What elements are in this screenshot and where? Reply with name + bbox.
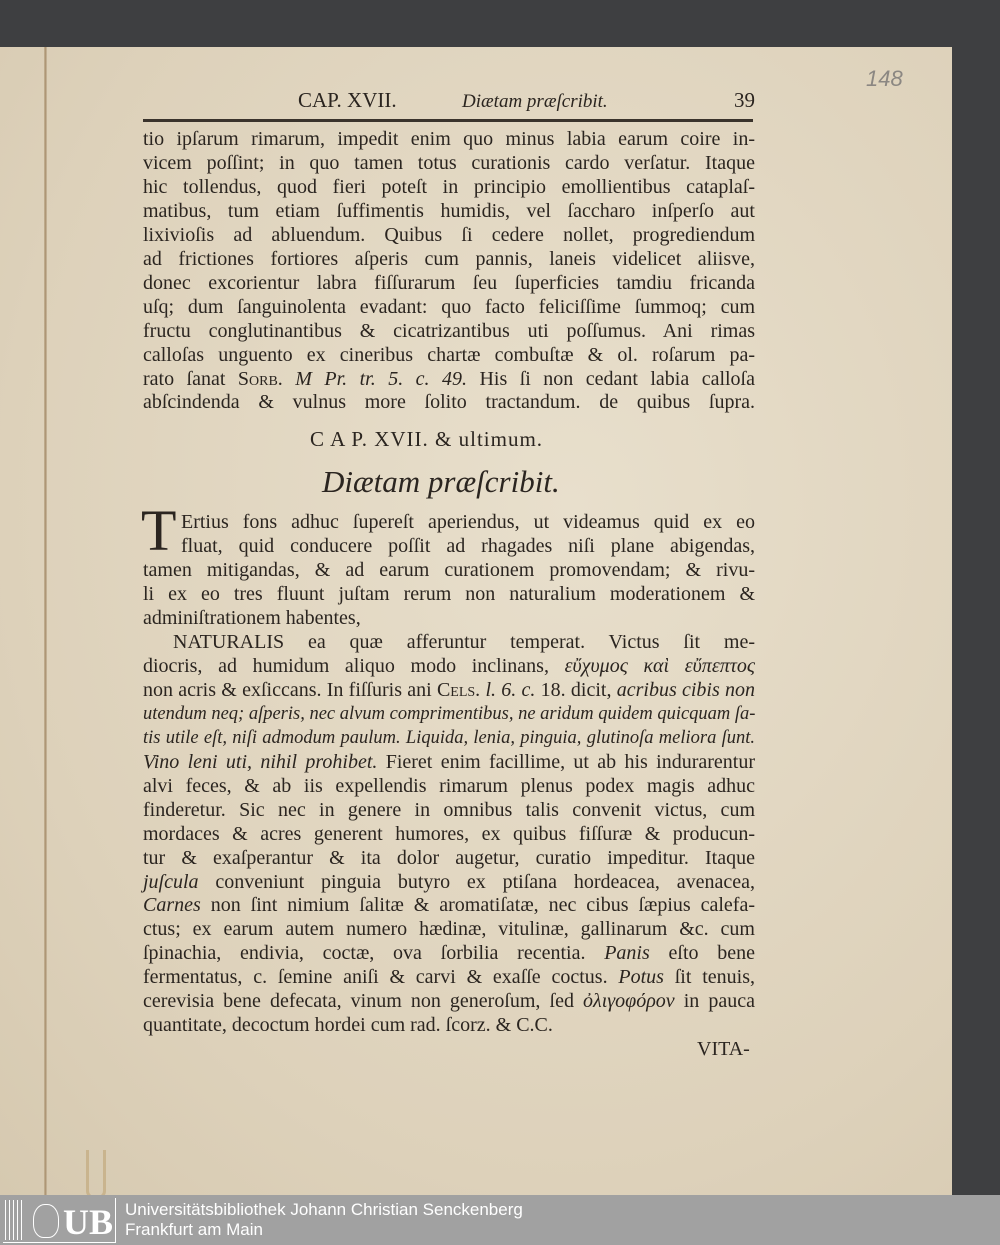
text-segment: in pauca: [674, 990, 756, 1013]
running-head-title: Diætam præſcribit.: [462, 91, 608, 112]
text-line: [143, 726, 755, 750]
text-segment: l. 6. c.: [485, 678, 536, 701]
text-line: [143, 127, 755, 151]
ub-logo: [3, 1198, 116, 1243]
text-segment: [283, 368, 295, 390]
text-segment: Potus: [618, 966, 664, 989]
text-line: [143, 822, 755, 846]
text-segment: alvi feces, & ab iis expellendis rimarum plenus podex magis adhuc: [143, 774, 755, 797]
text-segment: acribus cibis non: [616, 678, 756, 701]
drop-cap: T: [141, 498, 177, 563]
text-line: [143, 870, 755, 894]
page-fold-line: [44, 47, 47, 1195]
page-number: 39: [734, 88, 755, 112]
institution-name: Universitätsbibliothek Johann Christian Senckenberg: [125, 1200, 523, 1219]
text-segment: tis utile eſt, niſi admodum paulum.: [143, 727, 401, 748]
text-segment: Vino leni uti, nihil prohibet.: [143, 750, 378, 773]
text-segment: abſcindenda & vulnus more ſolito tractandum. de quibus ſupra.: [143, 391, 755, 414]
text-segment: ctus; ex earum autem numero hædinæ, vitulinæ, gallinarum &c. cum: [143, 918, 755, 941]
text-line: [143, 319, 755, 343]
text-segment: cerevisia bene defecata, vinum non generoſum, ſed: [143, 990, 584, 1013]
text-segment: donec excorientur labra fiſſurarum ſeu ſuperficies tamdiu fricanda: [143, 271, 755, 294]
text-segment: quantitate, decoctum hordei cum rad. ſcorz. & C.C.: [143, 1014, 553, 1037]
institution-city: Frankfurt am Main: [125, 1220, 263, 1239]
text-line: [143, 702, 755, 726]
text-segment: 18. dicit,: [535, 678, 617, 701]
text-segment: rato ſanat: [143, 367, 238, 390]
text-segment: tio ipſarum rimarum, impedit enim quo minus labia earum coire in-: [143, 128, 755, 150]
text-line: [143, 798, 755, 822]
text-line: [143, 271, 755, 295]
library-footer-banner: [0, 1195, 1000, 1245]
text-line: [143, 175, 755, 199]
text-segment: eſto bene: [649, 942, 755, 965]
text-segment: Sorb.: [237, 367, 283, 390]
pencil-folio-number: 148: [866, 66, 903, 91]
text-segment: εὔχυμος καὶ εὔπεπτος: [564, 654, 755, 677]
text-line: [181, 534, 755, 558]
text-segment: Carnes: [143, 894, 201, 917]
text-segment: ὀλιγοφόρον: [583, 990, 675, 1013]
text-segment: matibus, tum etiam ſuffimentis humidis, vel ſaccharo inſperſo aut: [143, 199, 755, 222]
text-segment: diocris, ad humidum aliquo modo inclinans,: [143, 654, 565, 677]
catchword: VITA-: [697, 1038, 750, 1060]
text-segment: ſpinachia, endivia, coctæ, ova ſorbilia recentia.: [143, 942, 605, 965]
text-segment: finderetur. Sic nec in genere in omnibus talis convenit victus, cum: [143, 798, 755, 821]
text-line: [143, 965, 755, 989]
text-segment: calloſas unguento ex cineribus chartæ combuſtæ & ol. roſarum pa-: [143, 343, 755, 366]
text-line: [143, 989, 755, 1013]
text-line: [143, 774, 755, 798]
text-line: [143, 678, 755, 702]
text-segment: M Pr. tr. 5. c. 49.: [295, 367, 467, 390]
logo-text: UB: [63, 1202, 114, 1242]
text-line: [143, 295, 755, 319]
text-segment: mordaces & acres generent humores, ex quibus fiſſuræ & producun-: [143, 822, 755, 845]
text-line: [143, 893, 755, 917]
text-segment: His ſi non cedant labia calloſa: [467, 367, 755, 390]
text-line: [143, 343, 755, 367]
text-segment: Fieret enim facillime, ut ab his indurarentur: [377, 750, 755, 773]
text-line: [143, 582, 755, 606]
chapter-heading: C A P. XVII. & ultimum.: [310, 427, 544, 451]
text-line: [143, 151, 755, 175]
text-segment: tur & exaſperantur & ita dolor augetur, curatio impeditur. Itaque: [143, 846, 755, 869]
text-line: [181, 510, 755, 534]
logo-columns-icon: [5, 1200, 23, 1240]
text-segment: tamen mitigandas, & ad earum curationem promovendam; & rivu-: [143, 558, 755, 581]
text-line: [143, 390, 755, 414]
text-segment: ſit tenuis,: [663, 966, 755, 989]
text-segment: Cels.: [436, 678, 481, 701]
logo-portrait-icon: [33, 1204, 59, 1238]
binding-string: [86, 1150, 106, 1199]
text-segment: juſcula: [143, 870, 199, 893]
text-line: [143, 223, 755, 247]
text-segment: hic tollendus, quod fieri poteſt in principio emollientibus cataplaſ-: [143, 175, 755, 198]
text-segment: Ertius fons adhuc ſupereſt aperiendus, ut videamus quid ex eo: [181, 511, 755, 533]
text-line: [143, 1013, 755, 1037]
text-segment: non ſint nimium ſalitæ & aromatiſatæ, nec cibus ſæpius calefa-: [200, 894, 755, 917]
text-segment: Liquida, lenia, pinguia, glutinoſa meliora ſunt.: [405, 727, 756, 748]
text-segment: Panis: [604, 942, 650, 965]
text-segment: NATURALIS ea quæ afferuntur temperat. Victus ſit me-: [173, 631, 755, 653]
text-segment: ad frictiones fortiores aſperis cum pannis, laneis videlicet aliisve,: [143, 247, 755, 270]
header-rule: [143, 119, 753, 122]
text-segment: non acris & exſiccans. In fiſſuris ani: [143, 678, 437, 701]
text-segment: lixivioſis ad abluendum. Quibus ſi cedere nollet, progrediendum: [143, 223, 755, 246]
text-line: [143, 367, 755, 391]
text-segment: fermentatus, c. ſemine aniſi & carvi & exaſſe coctus.: [143, 966, 619, 989]
text-segment: fluat, quid conducere poſſit ad rhagades niſi plane abigendas,: [181, 534, 755, 557]
text-segment: vicem poſſint; in quo tamen totus curationis cardo verſatur. Itaque: [143, 151, 755, 174]
text-segment: fructu conglutinantibus & cicatrizantibus uti poſſumus. Ani rimas: [143, 319, 755, 342]
text-line: [143, 750, 755, 774]
text-line: [143, 247, 755, 271]
text-line: [173, 630, 755, 654]
text-line: [143, 606, 755, 630]
text-segment: utendum neq; aſperis, nec alvum comprimentibus, ne aridum quidem quicquam ſa-: [143, 703, 756, 724]
text-line: [143, 941, 755, 965]
text-line: [143, 654, 755, 678]
text-segment: uſq; dum ſanguinolenta evadant: quo facto feliciſſime ſummoq; cum: [143, 295, 755, 318]
running-head-chapter: CAP. XVII.: [298, 88, 397, 112]
text-line: [143, 846, 755, 870]
text-segment: adminiſtrationem habentes,: [143, 606, 361, 629]
text-segment: conveniunt pinguia butyro ex ptiſana hordeacea, avenacea,: [198, 870, 755, 893]
text-line: [143, 199, 755, 223]
text-segment: li ex eo tres fluunt juſtam rerum non naturalium moderationem &: [143, 582, 755, 605]
text-line: [143, 558, 755, 582]
text-line: [143, 917, 755, 941]
chapter-title: Diætam præſcribit.: [322, 464, 560, 499]
